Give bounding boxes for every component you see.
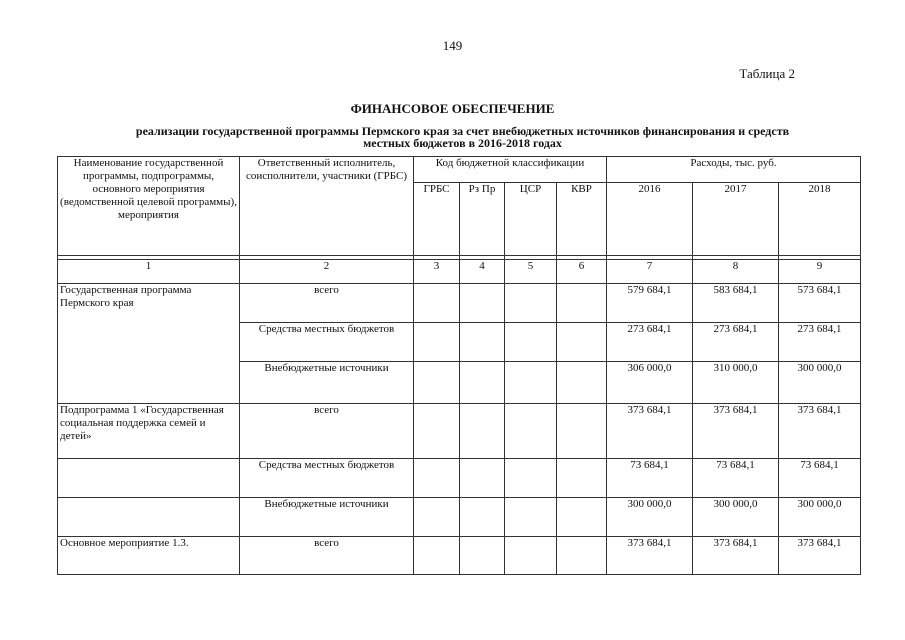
header-csr: ЦСР xyxy=(505,183,557,256)
column-number: 8 xyxy=(693,260,779,284)
header-executor: Ответственный исполнитель, соисполнители, участники (ГРБС) xyxy=(240,157,414,256)
program-name: Государственная программа Пермского края xyxy=(58,284,240,404)
header-kvr: КВР xyxy=(557,183,607,256)
column-number: 9 xyxy=(779,260,861,284)
table-row xyxy=(58,404,861,459)
amount-2016: 373 684,1 xyxy=(607,537,693,575)
amount-2017: 583 684,1 xyxy=(693,284,779,323)
amount-2017: 273 684,1 xyxy=(693,323,779,362)
table-row xyxy=(58,537,861,575)
amount-2017: 373 684,1 xyxy=(693,404,779,459)
header-year-2017: 2017 xyxy=(693,183,779,256)
executor-cell: Средства местных бюджетов xyxy=(240,459,414,498)
header-name: Наименование государственной программы, подпрограммы, основного мероприятия (ведомственной целевой программы), мероприятия xyxy=(58,157,240,256)
main-event-name: Основное мероприятие 1.3. xyxy=(58,537,240,575)
column-number-row xyxy=(58,260,861,284)
amount-2018: 73 684,1 xyxy=(779,459,861,498)
subprogram-name: Подпрограмма 1 «Государственная социальная поддержка семей и детей» xyxy=(58,404,240,459)
executor-cell: Средства местных бюджетов xyxy=(240,323,414,362)
column-number: 5 xyxy=(505,260,557,284)
header-row xyxy=(58,157,861,183)
table-label: Таблица 2 xyxy=(739,66,795,81)
executor-cell: всего xyxy=(240,537,414,575)
document-subtitle: реализации государственной программы Пермского края за счет внебюджетных источников финансирования и средств местных бюджетов в 2016-2018 годах xyxy=(135,124,790,150)
financing-table xyxy=(57,156,861,575)
amount-2016: 373 684,1 xyxy=(607,404,693,459)
amount-2018: 373 684,1 xyxy=(779,537,861,575)
amount-2017: 310 000,0 xyxy=(693,362,779,404)
document-title: ФИНАНСОВОЕ ОБЕСПЕЧЕНИЕ xyxy=(350,101,555,116)
executor-cell: всего xyxy=(240,404,414,459)
header-year-2016: 2016 xyxy=(607,183,693,256)
header-grbs: ГРБС xyxy=(414,183,460,256)
executor-cell: Внебюджетные источники xyxy=(240,362,414,404)
column-number: 7 xyxy=(607,260,693,284)
header-budget-code: Код бюджетной классификации xyxy=(414,157,607,183)
column-number: 6 xyxy=(557,260,607,284)
amount-2018: 300 000,0 xyxy=(779,362,861,404)
amount-2017: 73 684,1 xyxy=(693,459,779,498)
amount-2017: 300 000,0 xyxy=(693,498,779,537)
header-expenses: Расходы, тыс. руб. xyxy=(607,157,861,183)
executor-cell: Внебюджетные источники xyxy=(240,498,414,537)
column-number: 4 xyxy=(460,260,505,284)
amount-2018: 573 684,1 xyxy=(779,284,861,323)
column-number: 3 xyxy=(414,260,460,284)
column-number: 2 xyxy=(240,260,414,284)
amount-2018: 300 000,0 xyxy=(779,498,861,537)
amount-2016: 306 000,0 xyxy=(607,362,693,404)
header-rzpr: Рз Пр xyxy=(460,183,505,256)
executor-cell: всего xyxy=(240,284,414,323)
column-number: 1 xyxy=(58,260,240,284)
amount-2018: 373 684,1 xyxy=(779,404,861,459)
table-row xyxy=(58,498,861,537)
header-year-2018: 2018 xyxy=(779,183,861,256)
amount-2016: 73 684,1 xyxy=(607,459,693,498)
amount-2018: 273 684,1 xyxy=(779,323,861,362)
amount-2016: 273 684,1 xyxy=(607,323,693,362)
amount-2016: 300 000,0 xyxy=(607,498,693,537)
table-row xyxy=(58,284,861,323)
table-row xyxy=(58,459,861,498)
amount-2017: 373 684,1 xyxy=(693,537,779,575)
amount-2016: 579 684,1 xyxy=(607,284,693,323)
page-number: 149 xyxy=(442,38,463,53)
